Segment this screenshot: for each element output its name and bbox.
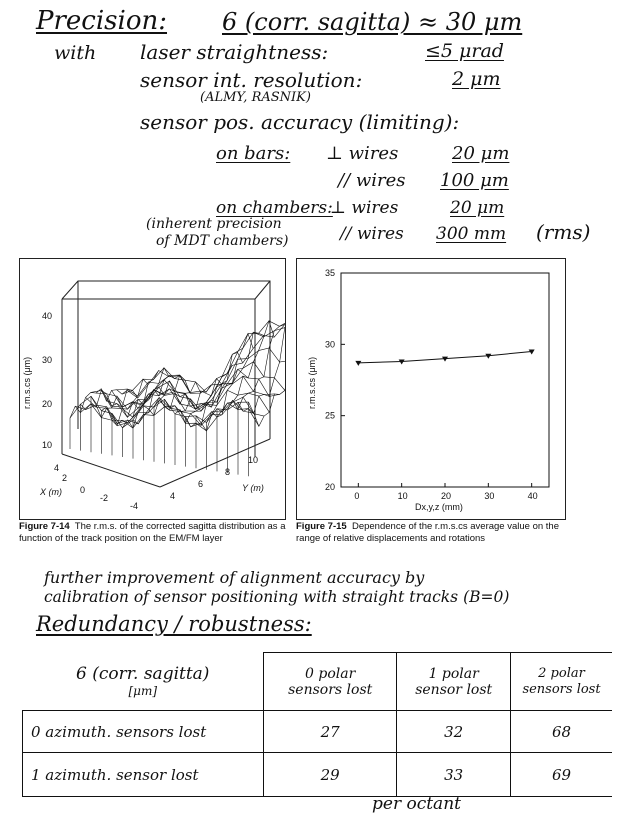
y-tick-4: 4 [170, 491, 176, 501]
col-header-2 [511, 653, 612, 711]
x-tick-2: 2 [62, 473, 68, 483]
x-tick-m2: -2 [100, 493, 109, 503]
chambers-par-value: 300 mm [436, 224, 507, 244]
chambers-par-wires: // wires [340, 224, 404, 244]
y-tick-10: 10 [248, 455, 259, 465]
sensor-pos-label: sensor pos. accuracy (limiting): [140, 110, 460, 134]
col-header-2-line-1: 2 polar [538, 665, 585, 681]
z-tick-10: 10 [42, 440, 53, 450]
improvement-line-2: calibration of sensor positioning with straight tracks (B=0) [44, 588, 510, 606]
y-tick-label: 25 [325, 410, 336, 421]
figure-7-15 [296, 258, 566, 520]
col-header-1 [397, 653, 511, 711]
cell-1-1: 33 [397, 753, 511, 797]
per-octant-note: per octant [372, 794, 461, 814]
y-tick-label: 20 [325, 482, 336, 492]
sensor-res-note: (ALMY, RASNIK) [200, 90, 311, 105]
figure-7-14 [19, 258, 286, 520]
redundancy-table [22, 652, 612, 797]
col-header-0-line-1: 0 polar [305, 665, 356, 682]
figure-7-15-caption [296, 521, 568, 545]
data-point [355, 361, 361, 366]
y-axis-label: r.m.s.cs (μm) [307, 356, 317, 409]
z-axis-label: r.m.s.cs (μm) [22, 356, 32, 409]
cell-0-1: 32 [397, 711, 511, 753]
precision-formula: 6 (corr. sagitta) ≈ 30 μm [222, 8, 523, 36]
z-tick-20: 20 [42, 399, 53, 409]
bars-par-value: 100 μm [440, 170, 509, 191]
x-tick-m4: -4 [130, 501, 139, 511]
col-header-1-line-1: 1 polar [428, 665, 479, 682]
on-chambers-label: on chambers: [216, 198, 333, 218]
bars-perp-value: 20 μm [452, 143, 510, 164]
line-chart [297, 259, 565, 519]
cell-1-0: 29 [264, 753, 397, 797]
inherent-note-1: (inherent precision [146, 216, 282, 232]
plot-frame [341, 273, 549, 487]
header-main-2: [μm] [128, 684, 158, 699]
header-main-1: 6 (corr. sagitta) [76, 664, 210, 685]
table-row [23, 711, 613, 753]
col-header-0-line-2: sensors lost [288, 681, 373, 698]
y-tick-label: 30 [325, 339, 336, 350]
redundancy-title: Redundancy / robustness: [36, 612, 312, 636]
row-label-0: 0 azimuth. sensors lost [23, 711, 264, 753]
x-tick-label: 30 [484, 491, 495, 501]
bars-par-wires: // wires [338, 170, 406, 191]
inherent-note-2: of MDT chambers) [156, 233, 289, 249]
col-header-2-line-2: sensors lost [522, 681, 601, 697]
figure-7-15-caption-label: Figure 7-15 [296, 521, 347, 532]
row-label-1: 1 azimuth. sensor lost [23, 753, 264, 797]
z-tick-30: 30 [42, 355, 53, 365]
cell-0-0: 27 [264, 711, 397, 753]
figure-7-15-caption-text: Dependence of the r.m.s.cs average value on the range of relative displacements and rotations [296, 521, 559, 544]
figure-7-14-caption [19, 521, 287, 545]
sensor-res-value: 2 μm [452, 68, 501, 90]
x-tick-0: 0 [80, 485, 86, 495]
cell-0-2: 68 [511, 711, 612, 753]
cell-1-2: 69 [511, 753, 612, 797]
precision-title: Precision: [36, 6, 168, 36]
y-tick-8: 8 [225, 467, 231, 477]
chambers-perp-value: 20 μm [450, 198, 505, 218]
improvement-line-1: further improvement of alignment accuracy by [44, 568, 425, 587]
table-corner-header [23, 653, 264, 711]
x-axis-label: Dx,y,z (mm) [415, 502, 463, 512]
mesh-line [112, 368, 169, 424]
x-tick-label: 20 [441, 491, 452, 501]
col-header-0 [264, 653, 397, 711]
sensor-res-label: sensor int. resolution: [140, 68, 363, 92]
on-bars-label: on bars: [216, 143, 291, 164]
rms-note: (rms) [536, 220, 591, 244]
col-header-1-line-2: sensor lost [415, 681, 493, 698]
laser-label: laser straightness: [140, 40, 329, 64]
y-axis-label: Y (m) [242, 483, 264, 493]
figure-7-14-caption-label: Figure 7-14 [19, 521, 70, 532]
x-tick-4: 4 [54, 463, 60, 473]
x-tick-label: 40 [527, 491, 538, 501]
x-tick-label: 0 [354, 491, 360, 501]
mesh-line [117, 328, 285, 396]
z-tick-40: 40 [42, 311, 53, 321]
with-word: with [54, 42, 97, 64]
y-tick-6: 6 [198, 479, 204, 489]
mesh-line [91, 379, 148, 417]
table-row [23, 753, 613, 797]
chambers-perp-wires: ⊥ wires [330, 198, 399, 218]
mesh-line [165, 379, 222, 412]
surface-plot-3d [20, 259, 285, 519]
figure-7-14-caption-text: The r.m.s. of the corrected sagitta distribution as a function of the track position on the EM/FM layer [19, 521, 286, 544]
x-axis-label: X (m) [40, 487, 62, 497]
x-tick-label: 10 [397, 491, 408, 501]
bars-perp-wires: ⊥ wires [326, 143, 399, 164]
y-tick-label: 35 [325, 268, 336, 278]
laser-value: ≤5 μrad [425, 40, 504, 62]
